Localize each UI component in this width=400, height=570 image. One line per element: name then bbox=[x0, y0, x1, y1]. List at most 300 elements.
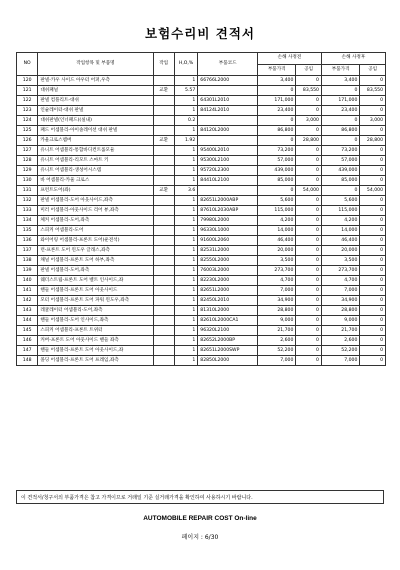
row-hos: 1 bbox=[174, 156, 197, 166]
row-labor-before: 0 bbox=[296, 276, 322, 286]
row-item: 인슐레이터-대쉬 판넬 bbox=[38, 106, 153, 116]
row-no: 144 bbox=[17, 316, 38, 326]
header-before: 손해 사정전 bbox=[258, 53, 322, 65]
table-row bbox=[17, 276, 386, 286]
row-parts-after: 0 bbox=[321, 116, 359, 126]
row-code: 82652L2000BP bbox=[198, 336, 258, 346]
row-labor-after: 0 bbox=[360, 346, 386, 356]
row-item: 프런트도어(좌) bbox=[38, 186, 153, 196]
row-parts-after: 46,400 bbox=[321, 236, 359, 246]
row-hos: 1 bbox=[174, 166, 197, 176]
table-row bbox=[17, 136, 386, 146]
header-work: 작업 bbox=[153, 53, 174, 76]
row-code: 91600L2060 bbox=[198, 236, 258, 246]
row-parts-before: 34,900 bbox=[258, 296, 296, 306]
row-work bbox=[153, 266, 174, 276]
row-parts-before: 28,800 bbox=[258, 306, 296, 316]
row-hos: 1 bbox=[174, 356, 197, 366]
page-number: 페이지 : 6/30 bbox=[181, 534, 219, 541]
row-labor-after: 0 bbox=[360, 216, 386, 226]
row-code: 84120L2000 bbox=[198, 126, 258, 136]
row-parts-after: 273,700 bbox=[321, 266, 359, 276]
row-labor-before: 54,000 bbox=[296, 186, 322, 196]
table-row bbox=[17, 176, 386, 186]
row-labor-after: 0 bbox=[360, 266, 386, 276]
row-no: 138 bbox=[17, 256, 38, 266]
row-parts-before: 21,700 bbox=[258, 326, 296, 336]
row-work bbox=[153, 306, 174, 316]
row-parts-after: 7,000 bbox=[321, 356, 359, 366]
row-labor-after: 0 bbox=[360, 96, 386, 106]
row-hos: 1 bbox=[174, 346, 197, 356]
row-labor-after: 0 bbox=[360, 276, 386, 286]
row-labor-after: 3,000 bbox=[360, 116, 386, 126]
table-row bbox=[17, 316, 386, 326]
row-no: 136 bbox=[17, 236, 38, 246]
row-code: 84410L2100 bbox=[198, 176, 258, 186]
row-parts-before: 0 bbox=[258, 186, 296, 196]
row-labor-after: 0 bbox=[360, 336, 386, 346]
row-parts-after: 21,700 bbox=[321, 326, 359, 336]
row-item: 패드 어셈블리-아이솔레이션 대쉬 판넬 bbox=[38, 126, 153, 136]
row-parts-after: 85,000 bbox=[321, 176, 359, 186]
row-labor-after: 0 bbox=[360, 286, 386, 296]
row-labor-after: 0 bbox=[360, 76, 386, 86]
row-hos: 1 bbox=[174, 216, 197, 226]
row-labor-after: 0 bbox=[360, 146, 386, 156]
row-item: 핸들 어셈블리-도어 인사이드,좌측 bbox=[38, 316, 153, 326]
row-parts-after: 86,800 bbox=[321, 126, 359, 136]
table-row bbox=[17, 286, 386, 296]
row-work: 교환 bbox=[153, 86, 174, 96]
row-code bbox=[198, 86, 258, 96]
table-row bbox=[17, 356, 386, 366]
row-code: 81310L2000 bbox=[198, 306, 258, 316]
row-code: 87610L2030ABP bbox=[198, 206, 258, 216]
estimate-table bbox=[16, 52, 386, 366]
row-work bbox=[153, 246, 174, 256]
row-no: 128 bbox=[17, 156, 38, 166]
row-hos: 1 bbox=[174, 76, 197, 86]
table-row bbox=[17, 76, 386, 86]
row-code bbox=[198, 116, 258, 126]
row-hos: 1 bbox=[174, 176, 197, 186]
row-no: 148 bbox=[17, 356, 38, 366]
row-parts-before: 2,600 bbox=[258, 336, 296, 346]
table-row bbox=[17, 166, 386, 176]
row-parts-after: 73,200 bbox=[321, 146, 359, 156]
row-work bbox=[153, 356, 174, 366]
row-hos: 0.2 bbox=[174, 116, 197, 126]
row-labor-before: 0 bbox=[296, 126, 322, 136]
row-code: 84124L2010 bbox=[198, 106, 258, 116]
row-labor-before: 0 bbox=[296, 326, 322, 336]
row-labor-before: 0 bbox=[296, 166, 322, 176]
row-labor-after: 0 bbox=[360, 296, 386, 306]
table-row bbox=[17, 206, 386, 216]
row-parts-before: 4,700 bbox=[258, 276, 296, 286]
row-labor-before: 0 bbox=[296, 106, 322, 116]
row-labor-after: 28,800 bbox=[360, 136, 386, 146]
row-parts-before: 85,000 bbox=[258, 176, 296, 186]
row-work: 교환 bbox=[153, 186, 174, 196]
row-parts-before: 5,600 bbox=[258, 196, 296, 206]
table-row bbox=[17, 266, 386, 276]
row-code: 96320L2100 bbox=[198, 326, 258, 336]
header-no: NO bbox=[17, 53, 38, 76]
row-no: 133 bbox=[17, 206, 38, 216]
row-parts-after: 28,800 bbox=[321, 306, 359, 316]
row-no: 143 bbox=[17, 306, 38, 316]
row-parts-after: 14,000 bbox=[321, 226, 359, 236]
row-code bbox=[198, 136, 258, 146]
table-row bbox=[17, 126, 386, 136]
row-labor-before: 0 bbox=[296, 346, 322, 356]
row-hos: 1 bbox=[174, 266, 197, 276]
row-parts-before: 86,800 bbox=[258, 126, 296, 136]
row-work bbox=[153, 176, 174, 186]
row-parts-before: 7,000 bbox=[258, 356, 296, 366]
row-labor-before: 0 bbox=[296, 336, 322, 346]
header-item: 작업항목 및 부품명 bbox=[38, 53, 153, 76]
row-parts-before: 7,000 bbox=[258, 286, 296, 296]
row-parts-before: 3,400 bbox=[258, 76, 296, 86]
row-no: 137 bbox=[17, 246, 38, 256]
row-labor-before: 0 bbox=[296, 216, 322, 226]
row-code: 82610L2000CA1 bbox=[198, 316, 258, 326]
row-no: 123 bbox=[17, 106, 38, 116]
row-no: 142 bbox=[17, 296, 38, 306]
footer-brand: AUTOMOBILE REPAIR COST On-line bbox=[143, 515, 257, 522]
row-code: 82450L2010 bbox=[198, 296, 258, 306]
row-labor-before: 0 bbox=[296, 296, 322, 306]
row-labor-after: 0 bbox=[360, 356, 386, 366]
row-parts-before: 0 bbox=[258, 136, 296, 146]
row-work: 교환 bbox=[153, 136, 174, 146]
row-item: 몰딩 어셈블리-프론트 도어 프레임,좌측 bbox=[38, 356, 153, 366]
row-no: 131 bbox=[17, 186, 38, 196]
row-parts-after: 3,500 bbox=[321, 256, 359, 266]
row-labor-after: 83,550 bbox=[360, 86, 386, 96]
row-parts-after: 2,600 bbox=[321, 336, 359, 346]
row-parts-after: 4,700 bbox=[321, 276, 359, 286]
row-work bbox=[153, 96, 174, 106]
table-row bbox=[17, 216, 386, 226]
row-work bbox=[153, 76, 174, 86]
table-row bbox=[17, 116, 386, 126]
row-item: 미러 어셈블리-아웃사이드 리어 뷰,좌측 bbox=[38, 206, 153, 216]
row-labor-before: 0 bbox=[296, 226, 322, 236]
row-no: 125 bbox=[17, 126, 38, 136]
table-row bbox=[17, 296, 386, 306]
row-hos: 1 bbox=[174, 206, 197, 216]
row-labor-after: 0 bbox=[360, 256, 386, 266]
row-item: 유니트 어셈블리-리모트 스마트 키 bbox=[38, 156, 153, 166]
row-parts-before: 73,200 bbox=[258, 146, 296, 156]
row-no: 141 bbox=[17, 286, 38, 296]
row-no: 135 bbox=[17, 226, 38, 236]
table-row bbox=[17, 86, 386, 96]
table-row bbox=[17, 236, 386, 246]
row-parts-before: 20,000 bbox=[258, 246, 296, 256]
row-parts-after: 171,000 bbox=[321, 96, 359, 106]
row-no: 140 bbox=[17, 276, 38, 286]
row-labor-before: 28,800 bbox=[296, 136, 322, 146]
row-item: 체커 어셈블리-도어,좌측 bbox=[38, 216, 153, 226]
header-parts-price-after: 부품가격 bbox=[321, 64, 359, 76]
row-work bbox=[153, 346, 174, 356]
row-hos: 1 bbox=[174, 236, 197, 246]
row-work bbox=[153, 106, 174, 116]
row-item: 판넬 어셈블리-도어,좌측 bbox=[38, 266, 153, 276]
row-no: 132 bbox=[17, 196, 38, 206]
document-title: 보험수리비 견적서 bbox=[145, 26, 255, 41]
row-item: 레귤레이터 어셈블리-도어,좌측 bbox=[38, 306, 153, 316]
row-work bbox=[153, 236, 174, 246]
row-labor-after: 0 bbox=[360, 236, 386, 246]
row-item: 유니트 어셈블리-생성어시스템 bbox=[38, 166, 153, 176]
row-no: 134 bbox=[17, 216, 38, 226]
row-no: 126 bbox=[17, 136, 38, 146]
row-parts-before: 57,000 bbox=[258, 156, 296, 166]
row-labor-after: 54,000 bbox=[360, 186, 386, 196]
row-labor-before: 0 bbox=[296, 306, 322, 316]
row-code: 96330L1000 bbox=[198, 226, 258, 236]
row-hos: 1.92 bbox=[174, 136, 197, 146]
row-code: 64301L2010 bbox=[198, 96, 258, 106]
row-work bbox=[153, 116, 174, 126]
row-work bbox=[153, 316, 174, 326]
row-labor-after: 0 bbox=[360, 206, 386, 216]
row-labor-before: 0 bbox=[296, 256, 322, 266]
row-code: 82850L2000 bbox=[198, 356, 258, 366]
row-work bbox=[153, 256, 174, 266]
row-labor-before: 0 bbox=[296, 96, 322, 106]
row-labor-after: 0 bbox=[360, 226, 386, 236]
row-item: 유니트 어셈블리-통합바디컨트롤모듈 bbox=[38, 146, 153, 156]
row-hos: 1 bbox=[174, 306, 197, 316]
row-code: 95720L2300 bbox=[198, 166, 258, 176]
row-parts-before: 9,000 bbox=[258, 316, 296, 326]
row-code: 82230L2000 bbox=[198, 276, 258, 286]
row-parts-before: 14,000 bbox=[258, 226, 296, 236]
row-labor-before: 83,550 bbox=[296, 86, 322, 96]
row-item: 바 어셈블리-카울 크로스 bbox=[38, 176, 153, 186]
row-hos: 1 bbox=[174, 106, 197, 116]
row-work bbox=[153, 126, 174, 136]
row-labor-after: 0 bbox=[360, 126, 386, 136]
row-code: 76003L2000 bbox=[198, 266, 258, 276]
row-hos: 1 bbox=[174, 126, 197, 136]
row-hos: 5.57 bbox=[174, 86, 197, 96]
row-hos: 1 bbox=[174, 296, 197, 306]
row-item: 런-프론트 도어 윈도우 글래스,좌측 bbox=[38, 246, 153, 256]
row-labor-before: 0 bbox=[296, 236, 322, 246]
row-labor-before: 0 bbox=[296, 246, 322, 256]
row-hos: 1 bbox=[174, 226, 197, 236]
row-parts-before: 3,500 bbox=[258, 256, 296, 266]
price-notice: 이 견적서/청구서의 부품가격은 참고 가격이므로 거래일 기준 실거래가격을 확인하여 사용하시기 바랍니다. bbox=[16, 490, 384, 504]
row-hos: 1 bbox=[174, 276, 197, 286]
row-hos: 1 bbox=[174, 196, 197, 206]
table-row bbox=[17, 256, 386, 266]
row-parts-before: 439,000 bbox=[258, 166, 296, 176]
table-row bbox=[17, 336, 386, 346]
row-parts-before: 115,000 bbox=[258, 206, 296, 216]
row-item: 와이어링 어셈블리-프론트 도어(운전석) bbox=[38, 236, 153, 246]
row-labor-after: 0 bbox=[360, 326, 386, 336]
header-hos: H,O,% bbox=[174, 53, 197, 76]
row-parts-after: 5,600 bbox=[321, 196, 359, 206]
row-parts-after: 34,900 bbox=[321, 296, 359, 306]
row-parts-before: 0 bbox=[258, 86, 296, 96]
row-no: 124 bbox=[17, 116, 38, 126]
row-no: 129 bbox=[17, 166, 38, 176]
row-parts-after: 115,000 bbox=[321, 206, 359, 216]
row-item: 웨더스트립-프론트 도어 벨트 인사이드,좌 bbox=[38, 276, 153, 286]
row-parts-after: 7,000 bbox=[321, 286, 359, 296]
table-row bbox=[17, 196, 386, 206]
row-labor-after: 0 bbox=[360, 196, 386, 206]
row-item: 판넬 어셈블리-도어 아웃사이드,좌측 bbox=[38, 196, 153, 206]
row-labor-after: 0 bbox=[360, 176, 386, 186]
row-work bbox=[153, 296, 174, 306]
row-code: 82651L2000 bbox=[198, 286, 258, 296]
row-item: 모터 어셈블리-프론트 도어 파워 윈도우,좌측 bbox=[38, 296, 153, 306]
header-labor-after: 공임 bbox=[360, 64, 386, 76]
row-parts-after: 9,000 bbox=[321, 316, 359, 326]
row-parts-after: 23,400 bbox=[321, 106, 359, 116]
table-row bbox=[17, 326, 386, 336]
row-labor-before: 0 bbox=[296, 176, 322, 186]
row-no: 139 bbox=[17, 266, 38, 276]
row-parts-before: 46,400 bbox=[258, 236, 296, 246]
row-labor-before: 0 bbox=[296, 76, 322, 86]
row-item: 대쉬판넬(인너패드)(실내) bbox=[38, 116, 153, 126]
row-item: 채널 어셈블리-프론트 도어 하부,좌측 bbox=[38, 256, 153, 266]
row-labor-before: 0 bbox=[296, 266, 322, 276]
row-work bbox=[153, 326, 174, 336]
row-no: 146 bbox=[17, 336, 38, 346]
row-item: 스피커 어셈블리-도어 bbox=[38, 226, 153, 236]
row-work bbox=[153, 226, 174, 236]
row-labor-before: 3,000 bbox=[296, 116, 322, 126]
row-work bbox=[153, 196, 174, 206]
row-parts-before: 0 bbox=[258, 116, 296, 126]
row-code: 79980L2000 bbox=[198, 216, 258, 226]
row-parts-after: 0 bbox=[321, 186, 359, 196]
header-labor-before: 공임 bbox=[296, 64, 322, 76]
row-parts-before: 52,200 bbox=[258, 346, 296, 356]
row-labor-before: 0 bbox=[296, 356, 322, 366]
row-code bbox=[198, 186, 258, 196]
row-labor-after: 0 bbox=[360, 246, 386, 256]
row-no: 130 bbox=[17, 176, 38, 186]
row-work bbox=[153, 166, 174, 176]
table-row bbox=[17, 246, 386, 256]
row-hos: 1 bbox=[174, 336, 197, 346]
row-code: 82651L2000SWP bbox=[198, 346, 258, 356]
header-parts-price-before: 부품가격 bbox=[258, 64, 296, 76]
row-code: 82550L2000 bbox=[198, 256, 258, 266]
row-code: 66766L2000 bbox=[198, 76, 258, 86]
row-no: 147 bbox=[17, 346, 38, 356]
row-parts-before: 273,700 bbox=[258, 266, 296, 276]
table-row bbox=[17, 96, 386, 106]
row-parts-before: 4,200 bbox=[258, 216, 296, 226]
row-parts-after: 4,200 bbox=[321, 216, 359, 226]
row-work bbox=[153, 336, 174, 346]
row-parts-after: 57,000 bbox=[321, 156, 359, 166]
row-item: 핸들 어셈블리-프론트 도어 아웃사이드,좌 bbox=[38, 346, 153, 356]
row-no: 127 bbox=[17, 146, 38, 156]
row-labor-after: 0 bbox=[360, 316, 386, 326]
row-no: 122 bbox=[17, 96, 38, 106]
table-row bbox=[17, 186, 386, 196]
row-labor-before: 0 bbox=[296, 316, 322, 326]
header-after: 손해 사정후 bbox=[321, 53, 385, 65]
row-item: 커버-프론트 도어 아웃사이드 핸들 좌측 bbox=[38, 336, 153, 346]
row-work bbox=[153, 216, 174, 226]
row-work bbox=[153, 206, 174, 216]
row-no: 145 bbox=[17, 326, 38, 336]
row-labor-after: 0 bbox=[360, 166, 386, 176]
table-row bbox=[17, 306, 386, 316]
row-labor-after: 0 bbox=[360, 306, 386, 316]
row-hos: 1 bbox=[174, 316, 197, 326]
row-labor-before: 0 bbox=[296, 196, 322, 206]
row-parts-after: 0 bbox=[321, 86, 359, 96]
row-item: 판넬 컴플리트-대쉬 bbox=[38, 96, 153, 106]
row-parts-after: 439,000 bbox=[321, 166, 359, 176]
row-hos: 1 bbox=[174, 246, 197, 256]
row-code: 95400L2010 bbox=[198, 146, 258, 156]
row-parts-before: 23,400 bbox=[258, 106, 296, 116]
row-item: 카울크로스멤버 bbox=[38, 136, 153, 146]
row-work bbox=[153, 146, 174, 156]
row-parts-after: 20,000 bbox=[321, 246, 359, 256]
row-hos: 1 bbox=[174, 286, 197, 296]
row-work bbox=[153, 286, 174, 296]
row-labor-after: 0 bbox=[360, 106, 386, 116]
row-hos: 3.6 bbox=[174, 186, 197, 196]
row-work bbox=[153, 156, 174, 166]
row-hos: 1 bbox=[174, 326, 197, 336]
row-parts-after: 0 bbox=[321, 136, 359, 146]
row-labor-after: 0 bbox=[360, 156, 386, 166]
row-parts-before: 171,000 bbox=[258, 96, 296, 106]
row-labor-before: 0 bbox=[296, 156, 322, 166]
row-code: 82531L2000 bbox=[198, 246, 258, 256]
row-item: 스피커 어셈블리-프론트 트위터 bbox=[38, 326, 153, 336]
row-no: 120 bbox=[17, 76, 38, 86]
row-hos: 1 bbox=[174, 146, 197, 156]
table-row bbox=[17, 346, 386, 356]
row-item: 핸들 어셈블리-프론트 도어 아웃사이드 bbox=[38, 286, 153, 296]
row-no: 121 bbox=[17, 86, 38, 96]
header-code: 부품코드 bbox=[198, 53, 258, 76]
table-row bbox=[17, 226, 386, 236]
row-labor-before: 0 bbox=[296, 206, 322, 216]
row-work bbox=[153, 276, 174, 286]
table-row bbox=[17, 156, 386, 166]
row-hos: 1 bbox=[174, 256, 197, 266]
row-labor-before: 0 bbox=[296, 146, 322, 156]
table-row bbox=[17, 106, 386, 116]
table-row bbox=[17, 146, 386, 156]
row-code: 95300L2100 bbox=[198, 156, 258, 166]
row-code: 82651L2000ABP bbox=[198, 196, 258, 206]
